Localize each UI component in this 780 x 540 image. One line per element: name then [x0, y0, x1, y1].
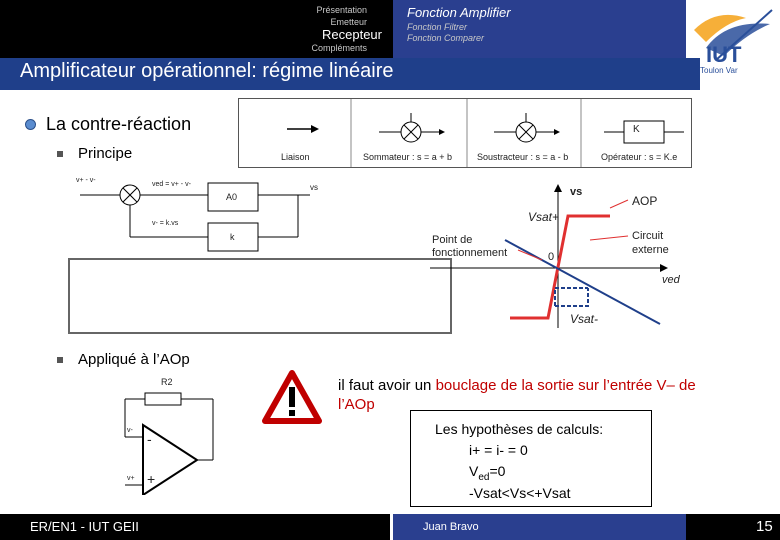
page-number: 15	[756, 518, 773, 535]
nav-complements[interactable]: Compléments	[311, 43, 367, 53]
hypothesis-currents: i+ = i- = 0	[469, 442, 528, 458]
nav-presentation[interactable]: Présentation	[316, 5, 367, 15]
nav-emetteur[interactable]: Emetteur	[330, 17, 367, 27]
footer-course: ER/EN1 - IUT GEII	[30, 519, 139, 534]
feedback-schematic	[70, 175, 340, 255]
graph-circuit-label-2: externe	[632, 244, 669, 256]
nav-fonction-comparer[interactable]: Fonction Comparer	[407, 33, 485, 43]
opamp-plus-label: +	[147, 471, 156, 487]
nav-recepteur[interactable]: Recepteur	[322, 27, 382, 42]
warning-highlight: bouclage de la sortie sur l’entrée V– de	[435, 377, 696, 394]
opamp-vminus-label: v-	[127, 427, 133, 434]
sub-bullet-square-2	[57, 357, 63, 363]
graph-zero-label: 0	[548, 251, 555, 263]
graph-point-label-2: fonctionnement	[432, 247, 508, 259]
hyp-ved-post: =0	[489, 463, 506, 479]
graph-ved-label: ved	[662, 274, 680, 286]
footer-center	[393, 514, 686, 540]
schema-ved-label: ved = v+ - v-	[152, 181, 191, 188]
opamp-minus-label: -	[147, 431, 152, 447]
warning-text-line1	[338, 377, 696, 394]
nav-fonction-filtrer[interactable]: Fonction Filtrer	[407, 22, 468, 32]
block-liaison-label: Liaison	[281, 152, 310, 162]
opamp-r2-label: R2	[161, 377, 173, 387]
slide-title-band	[0, 58, 700, 90]
graph-vs-label: vs	[570, 186, 583, 198]
hypotheses-title: Les hypothèses de calculs:	[435, 421, 604, 437]
slide-title: Amplificateur opérationnel: régime linéaire	[20, 60, 394, 82]
block-k-label: K	[633, 124, 640, 135]
schema-ve-label: v+ - v-	[76, 177, 96, 184]
sub-applique: Appliqué à l’AOp	[78, 351, 190, 368]
footer-right	[686, 514, 780, 540]
graph-point-label-1: Point de	[432, 234, 473, 246]
warning-text-line2: l’AOp	[338, 396, 375, 413]
opamp-circuit	[115, 375, 235, 495]
sub-principe: Principe	[78, 145, 133, 162]
block-operateur-label: Opérateur : s = K.e	[601, 152, 678, 162]
footer-left	[0, 514, 390, 540]
hypothesis-ved	[469, 463, 505, 483]
sub-bullet-square	[57, 151, 63, 157]
schema-fb-label: v- = k.vs	[152, 220, 179, 227]
bullet-contre-reaction: La contre-réaction	[46, 114, 192, 134]
iut-logo	[686, 0, 780, 92]
graph-circuit-label-1: Circuit	[632, 230, 664, 242]
hypothesis-vsat: -Vsat<Vs<+Vsat	[469, 485, 571, 501]
warning-prefix: il faut avoir un	[338, 377, 436, 394]
opamp-vplus-label: v+	[127, 475, 135, 482]
schema-vs-label: vs	[310, 183, 318, 192]
footer-author: Juan Bravo	[423, 521, 479, 533]
bullet-dot	[25, 119, 36, 130]
schema-k-label: k	[230, 232, 235, 242]
hypotheses-box	[410, 410, 652, 507]
highlight-box	[68, 258, 452, 334]
graph-vsat-pos: Vsat+	[528, 210, 560, 224]
hyp-ved-pre: V	[469, 463, 479, 479]
block-soustracteur-label: Soustracteur : s = a - b	[477, 152, 569, 162]
warning-icon	[262, 370, 322, 424]
blocks-strip	[238, 98, 692, 168]
nav-fonction-amplifier[interactable]: Fonction Amplifier	[407, 5, 511, 20]
logo-subtext: Toulon Var	[700, 66, 738, 75]
schema-a0-label: A0	[226, 192, 238, 202]
characteristic-graph	[430, 178, 680, 333]
logo-text: IUT	[706, 42, 742, 67]
block-sommateur-label: Sommateur : s = a + b	[363, 152, 453, 162]
graph-aop-label: AOP	[632, 194, 658, 208]
hyp-ved-sub: ed	[478, 471, 490, 483]
graph-vsat-neg: Vsat-	[570, 312, 599, 326]
